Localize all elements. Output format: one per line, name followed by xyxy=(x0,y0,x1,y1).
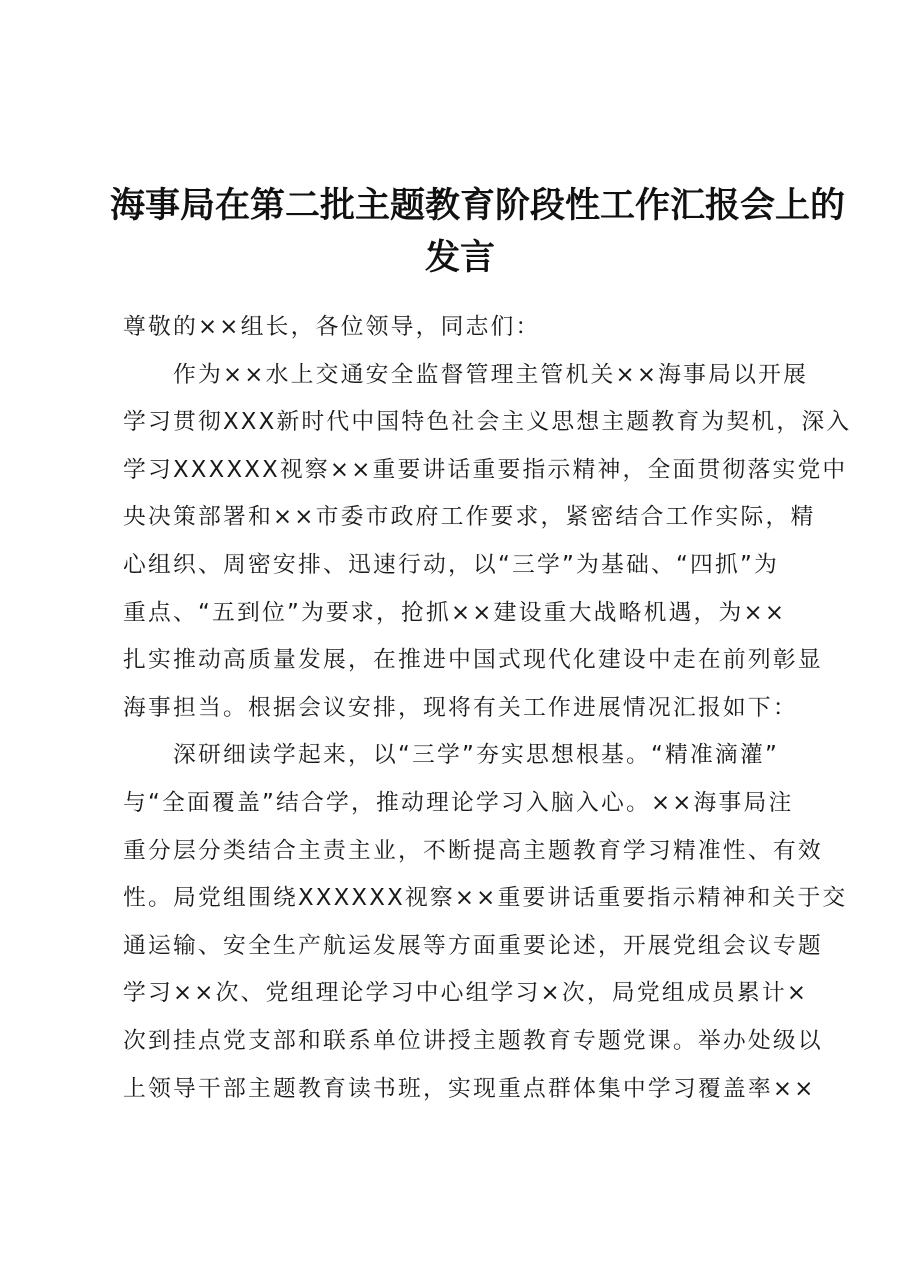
paragraph-line: 上领导干部主题教育读书班，实现重点群体集中学习覆盖率×× xyxy=(123,1075,816,1102)
document-title xyxy=(110,180,846,284)
paragraph-line: 通运输、安全生产航运发展等方面重要论述，开展党组会议专题 xyxy=(123,932,823,959)
paragraph-line: 与“全面覆盖”结合学，推动理论学习入脑入心。××海事局注 xyxy=(123,789,794,816)
paragraph-line: 重点、“五到位”为要求，抢抓××建设重大战略机遇，为×× xyxy=(123,599,787,626)
paragraph-2 xyxy=(123,732,848,1113)
paragraph-line: 作为××水上交通安全监督管理主管机关××海事局以开展 xyxy=(173,361,809,388)
salutation: 尊敬的××组长，各位领导，同志们： xyxy=(123,314,541,340)
paragraph-line: 扎实推动高质量发展，在推进中国式现代化建设中走在前列彰显 xyxy=(123,647,823,674)
document-body xyxy=(123,304,852,1113)
paragraph-line: 学习××次、党组理论学习中心组学习×次，局党组成员累计× xyxy=(123,980,809,1007)
paragraph-line: 重分层分类结合主责主业，不断提高主题教育学习精准性、有效 xyxy=(123,837,823,864)
paragraph-line: 海事担当。根据会议安排，现将有关工作进展情况汇报如下： xyxy=(123,694,798,721)
paragraph-line: 学习XXXXXX视察××重要讲话重要指示精神，全面贯彻落实党中 xyxy=(123,456,848,483)
paragraph-line: 深研细读学起来，以“三学”夯实思想根基。“精准滴灌” xyxy=(173,742,779,769)
paragraph-line: 次到挂点党支部和联系单位讲授主题教育专题党课。举办处级以 xyxy=(123,1027,823,1054)
title-line-2: 发言 xyxy=(424,237,495,278)
paragraph-1 xyxy=(123,352,852,733)
title-line-1: 海事局在第二批主题教育阶段性工作汇报会上的 xyxy=(110,185,846,226)
paragraph-line: 性。局党组围绕XXXXXX视察××重要讲话重要指示精神和关于交 xyxy=(123,885,848,912)
paragraph-line: 心组织、周密安排、迅速行动，以“三学”为基础、“四抓”为 xyxy=(123,551,779,578)
paragraph-line: 央决策部署和××市委市政府工作要求，紧密结合工作实际，精 xyxy=(123,504,816,531)
paragraph-line: 学习贯彻XXX新时代中国特色社会主义思想主题教育为契机，深入 xyxy=(123,409,852,436)
